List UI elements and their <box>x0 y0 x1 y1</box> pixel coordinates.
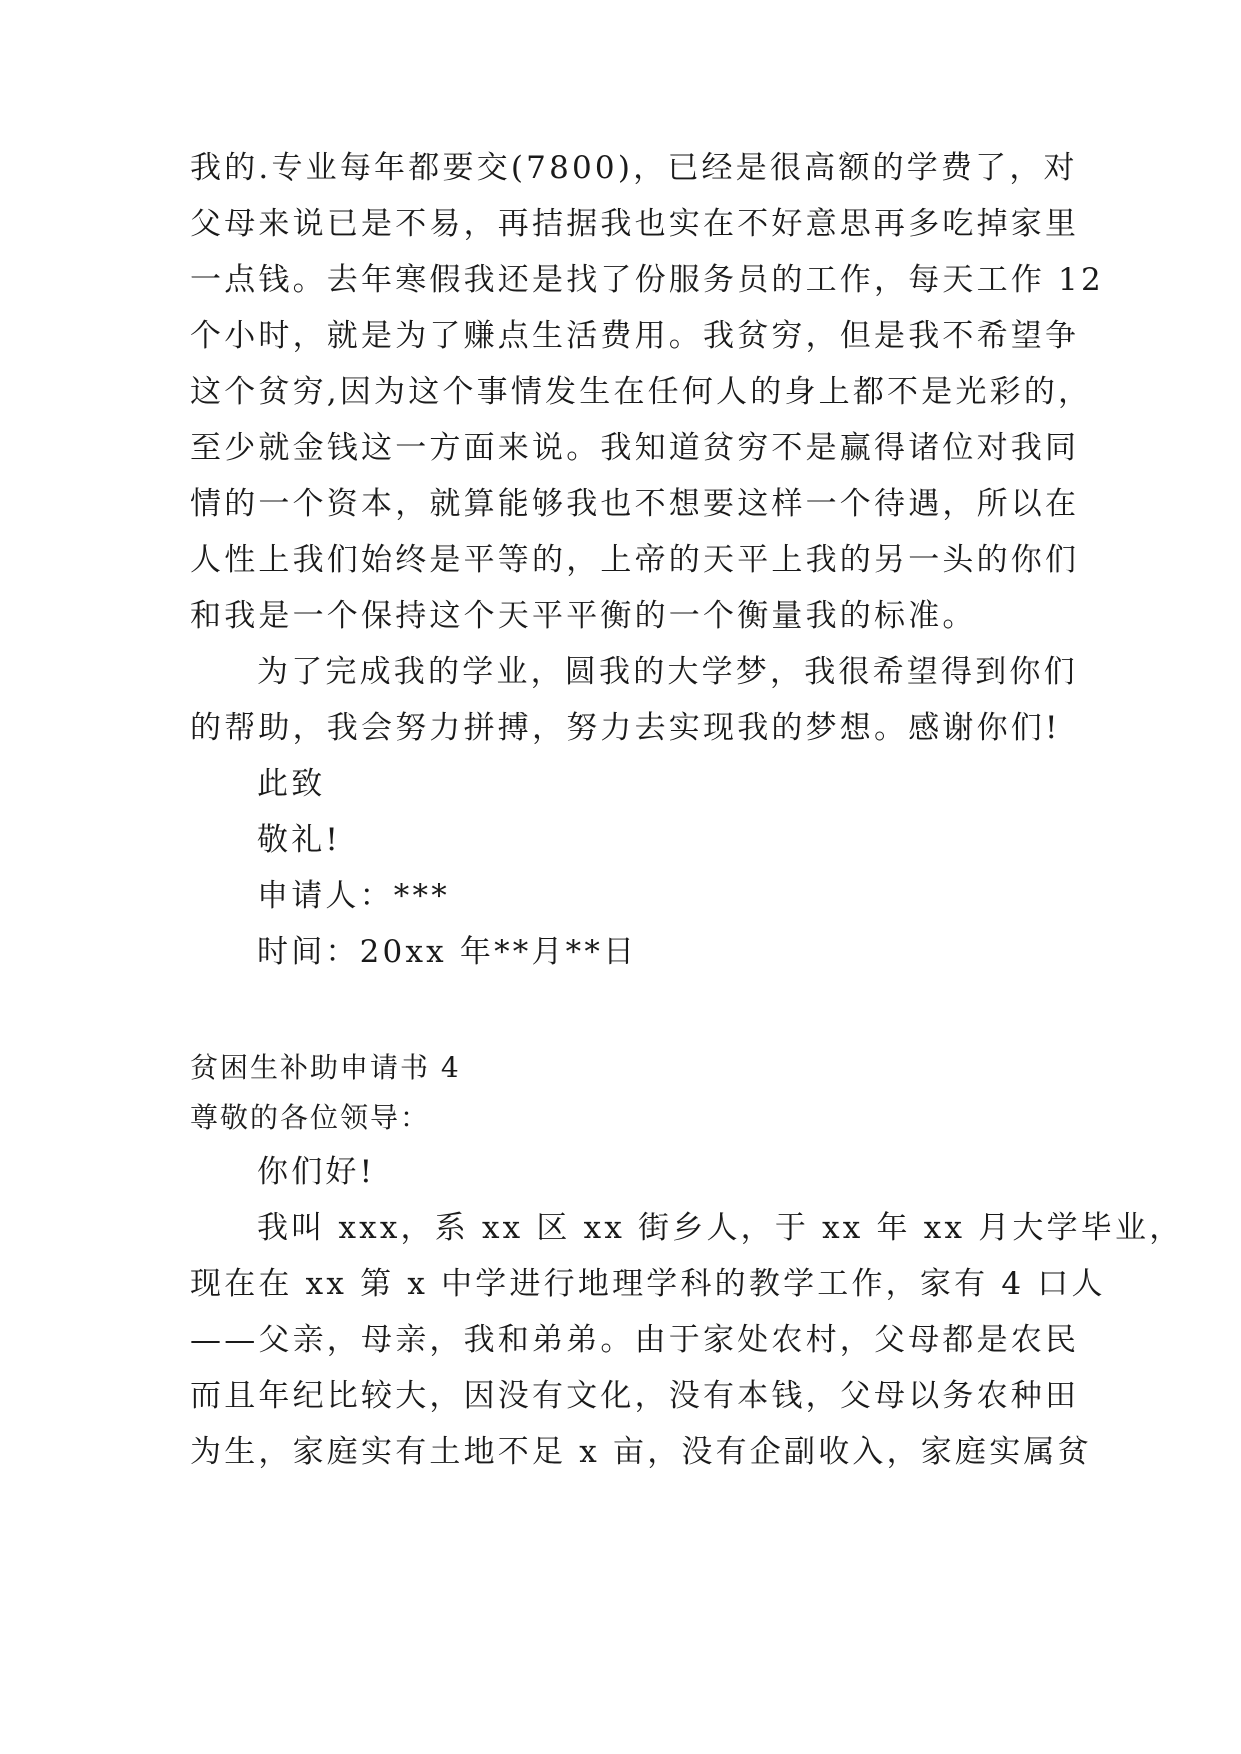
body-text-line: 而且年纪比较大，因没有文化，没有本钱，父母以务农种田 <box>190 1378 1080 1414</box>
body-text-line: ——父亲，母亲，我和弟弟。由于家处农村，父母都是农民 <box>190 1322 1080 1358</box>
body-text-line: 这个贫穷,因为这个事情发生在任何人的身上都不是光彩的， <box>190 374 1093 410</box>
body-text-line: 情的一个资本，就算能够我也不想要这样一个待遇，所以在 <box>190 486 1080 522</box>
date-line: 时间：20xx 年**月**日 <box>257 934 638 970</box>
applicant-line: 申请人：*** <box>257 878 450 914</box>
body-text-line: 为生，家庭实有土地不足 x 亩，没有企副收入，家庭实属贫 <box>190 1434 1092 1470</box>
body-text-line: 人性上我们始终是平等的，上帝的天平上我的另一头的你们 <box>190 542 1080 578</box>
body-text-line: 和我是一个保持这个天平平衡的一个衡量我的标准。 <box>190 598 977 634</box>
body-text-line: 一点钱。去年寒假我还是找了份服务员的工作，每天工作 12 <box>190 262 1104 298</box>
salutation-line: 敬礼! <box>257 822 342 858</box>
closing-text-line: 为了完成我的学业，圆我的大学梦，我很希望得到你们 <box>257 654 1078 690</box>
body-text-line: 个小时，就是为了赚点生活费用。我贫穷，但是我不希望争 <box>190 318 1080 354</box>
body-text-line: 我的.专业每年都要交(7800)，已经是很高额的学费了，对 <box>190 150 1078 186</box>
body-text-line: 我叫 xxx，系 xx 区 xx 街乡人，于 xx 年 xx 月大学毕业， <box>257 1210 1184 1246</box>
body-text-line: 至少就金钱这一方面来说。我知道贫穷不是赢得诸位对我同 <box>190 430 1080 466</box>
body-text-line: 父母来说已是不易，再拮据我也实在不好意思再多吃掉家里 <box>190 206 1080 242</box>
section-title: 贫困生补助申请书 4 <box>190 1051 461 1084</box>
body-text-line: 现在在 xx 第 x 中学进行地理学科的教学工作，家有 4 口人 <box>190 1266 1106 1302</box>
closing-text-line: 的帮助，我会努力拼搏，努力去实现我的梦想。感谢你们! <box>190 710 1061 746</box>
salutation-line: 此致 <box>257 766 326 802</box>
greeting-line: 你们好! <box>257 1154 376 1190</box>
addressee-line: 尊敬的各位领导： <box>190 1101 431 1134</box>
